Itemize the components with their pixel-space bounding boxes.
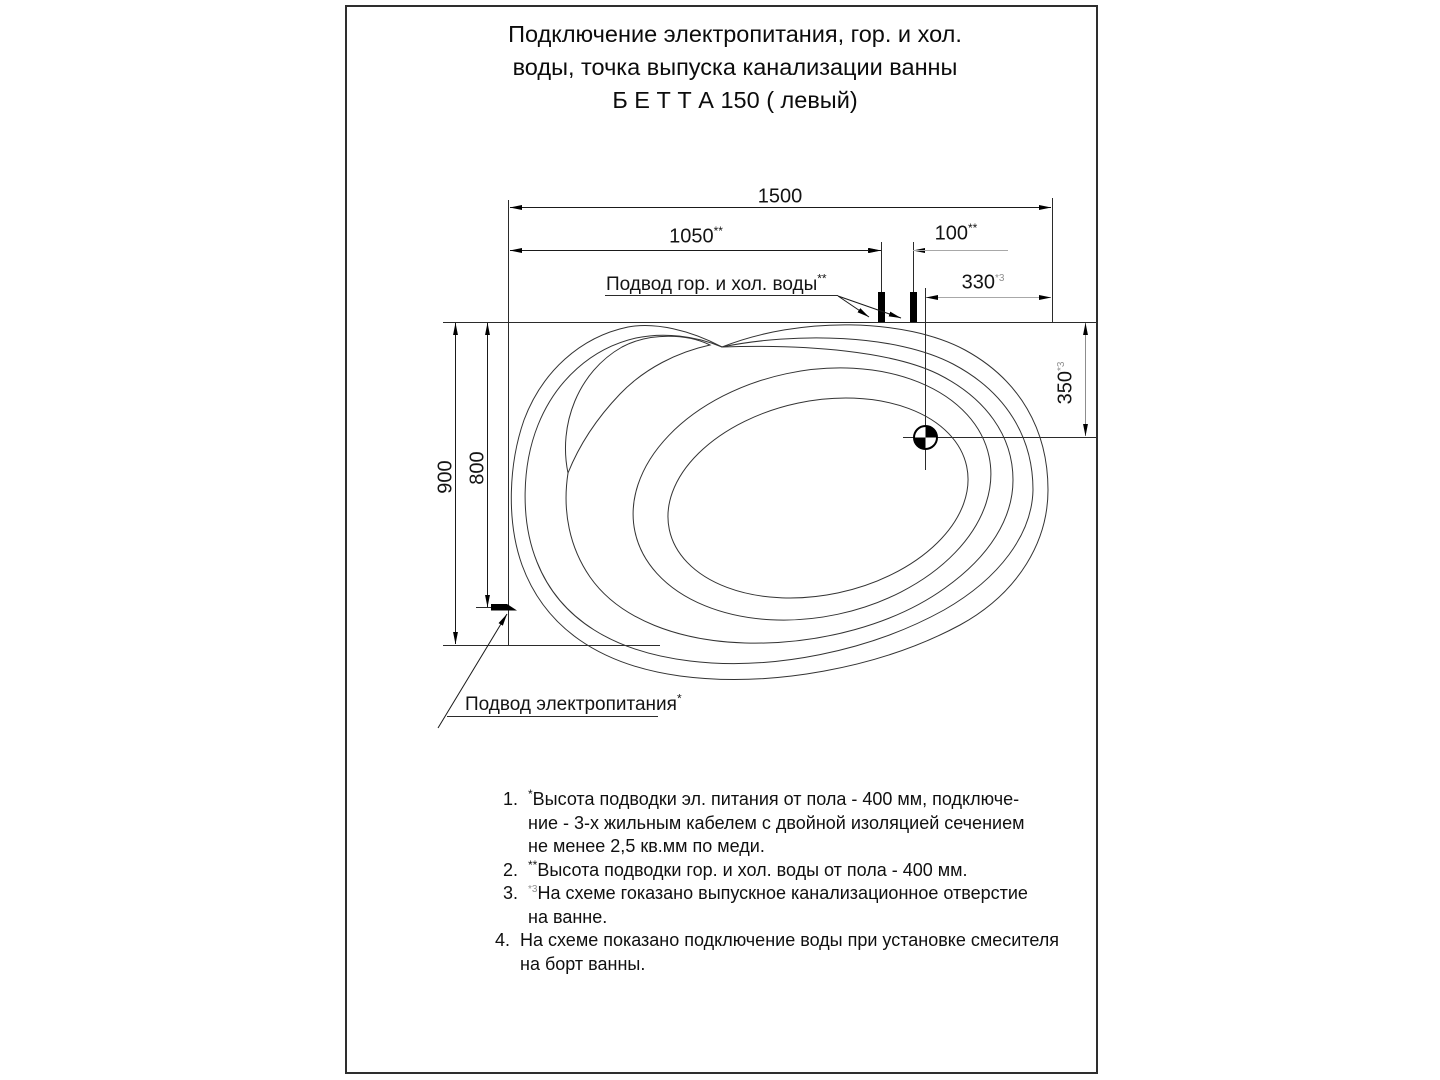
dim-text-100: 100** bbox=[934, 220, 978, 245]
dim-text-800: 800 bbox=[466, 451, 489, 485]
water-supply-label: Подвод гор. и хол. воды** bbox=[606, 271, 827, 295]
drain-quadrant-2 bbox=[914, 438, 926, 450]
power-supply-label: Подвод электропитания* bbox=[465, 691, 682, 715]
note-4: 4. На схеме показано подключение воды при установке смесителя на борт ванны. bbox=[495, 929, 1103, 976]
dim-text-350: 350$^{*3}$ bbox=[1054, 361, 1077, 405]
drain-quadrant-1 bbox=[926, 426, 938, 438]
note-3: 3. $^{*3}$На схеме гоказано выпускное канализационное отверстие на ванне. bbox=[503, 882, 1103, 929]
dim-text-330: 330$^{*3}$ bbox=[961, 271, 1005, 294]
hot-water-point bbox=[878, 292, 885, 322]
drain-symbol bbox=[914, 426, 937, 449]
dim-text-900: 900 bbox=[434, 460, 457, 494]
title-line-3: Б Е Т Т А 150 ( левый) bbox=[612, 87, 858, 113]
note-3-line-2: на ванне. bbox=[528, 906, 608, 927]
note-1-line-2: ние - 3-х жильным кабелем с двойной изоляцией сечением bbox=[528, 812, 1025, 833]
walls-and-extension-lines bbox=[443, 198, 1096, 646]
dim-text-1500: 1500 bbox=[757, 185, 803, 208]
water-leader-1 bbox=[838, 296, 869, 317]
note-1-line-3: не менее 2,5 кв.мм по меди. bbox=[528, 836, 765, 856]
note-2: 2. **Высота подводки гор. и хол. воды от пола - 400 мм. bbox=[503, 859, 1103, 883]
power-point-mark bbox=[491, 604, 517, 611]
dim-text-1050: 1050** bbox=[669, 223, 723, 248]
note-4-line-2: на борт ванны. bbox=[520, 953, 646, 974]
title-line-1: Подключение электропитания, гор. и хол. bbox=[508, 21, 962, 47]
note-4-line-1: На схеме показано подключение воды при установке смесителя bbox=[520, 930, 1060, 950]
tub-outer-shell bbox=[511, 325, 1048, 680]
water-leader-2 bbox=[838, 296, 901, 318]
note-1: 1. *Высота подводки эл. питания от пола - 400 мм, подключе- ние - 3-х жильным кабелем с двойной изоляцией сечением не менее 2,5 кв.мм по меди. bbox=[503, 788, 1103, 859]
notes-block bbox=[495, 787, 1103, 976]
bathtub-contours bbox=[511, 325, 1048, 680]
note-3-line-1: $^{*3}$На схеме гоказано выпускное канализационное отверстие bbox=[528, 883, 1028, 903]
note-1-line-1: *Высота подводки эл. питания от пола - 400 мм, подключе- bbox=[528, 787, 1020, 809]
tub-inner-rim bbox=[566, 346, 1013, 643]
title-line-2: воды, точка выпуска канализации ванны bbox=[512, 54, 958, 80]
tub-headrest-crescent bbox=[565, 336, 710, 473]
water-supply-points bbox=[605, 292, 917, 322]
note-2-line-1: **Высота подводки гор. и хол. воды от пола - 400 мм. bbox=[528, 857, 968, 880]
cold-water-point bbox=[910, 292, 917, 322]
